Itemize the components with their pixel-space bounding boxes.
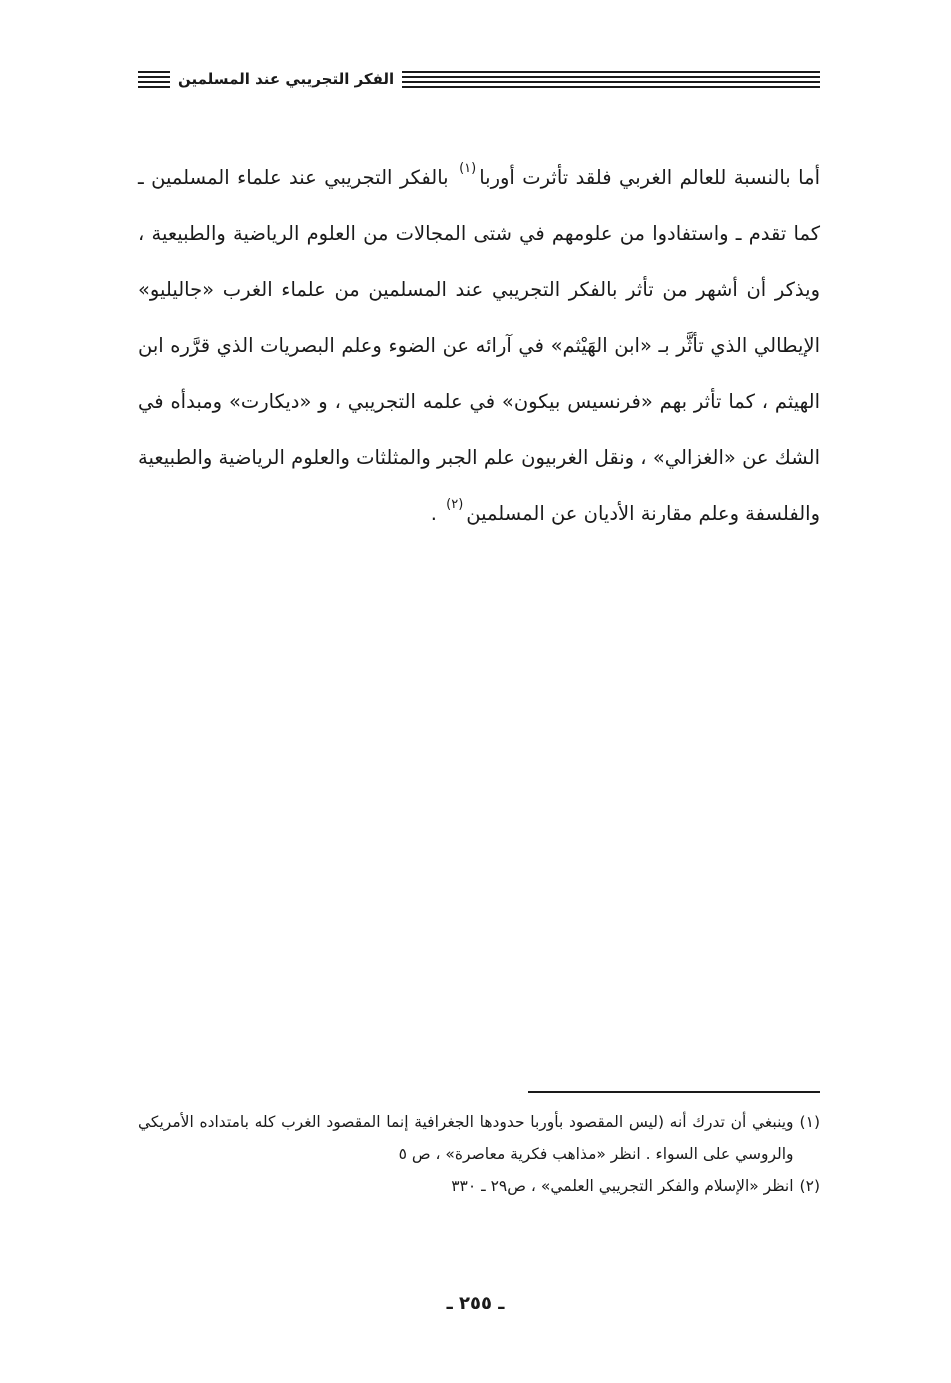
- footnotes: [138, 1106, 820, 1202]
- footnote-1: [138, 1106, 820, 1170]
- paragraph-text-end: .: [430, 502, 437, 525]
- page-number: ـ ٢٥٥ ـ: [446, 1293, 505, 1314]
- footnote-number: (٢): [799, 1177, 820, 1195]
- running-header: [138, 62, 820, 96]
- footnote-number: (١): [799, 1113, 820, 1131]
- footnote-ref-1: (١): [459, 161, 477, 176]
- main-paragraph: [138, 150, 820, 542]
- header-rule-right: [402, 71, 820, 88]
- header-title: الفكر التجريبي عند المسلمين: [178, 70, 395, 88]
- footnote-2: [138, 1170, 820, 1202]
- paragraph-text-middle: بالفكر التجريبي عند علماء المسلمين ـ كما تقدم ـ واستفادوا من علومهم في شتى المجالات من العلوم الرياضية والطبيعية ، ويذكر أن أشهر من تأثر بالفكر التجريبي عند المسلمين من علماء الغرب «جاليليو» الإيطالي الذي تأثَّر بـ «ابن الهَيْثم» في آرائه عن الضوء وعلم البصريات الذي قرَّره ابن الهيثم ، كما تأثر بهم «فرنسيس بيكون» في علمه التجريبي ، و «ديكارت» ومبدأه في الشك عن «الغزالي» ، ونقل الغربيون علم الجبر والمثلثات والعلوم الرياضية والطبيعية والفلسفة وعلم مقارنة الأديان عن المسلمين: [138, 166, 820, 525]
- header-rule-left: [138, 71, 170, 88]
- footnote-separator: [528, 1091, 820, 1093]
- footnote-ref-2: (٢): [446, 497, 464, 512]
- paragraph-text-start: أما بالنسبة للعالم الغربي فلقد تأثرت أوربا: [479, 166, 820, 189]
- footnote-text: انظر «الإسلام والفكر التجريبي العلمي» ، ص٢٩ ـ ٣٣٠: [451, 1177, 794, 1195]
- footnote-text: وينبغي أن تدرك أنه (ليس المقصود بأوربا حدودها الجغرافية إنما المقصود الغرب كله بامتداده الأمريكي والروسي على السواء . انظر «مذاهب فكرية معاصرة» ، ص ٥: [138, 1113, 794, 1163]
